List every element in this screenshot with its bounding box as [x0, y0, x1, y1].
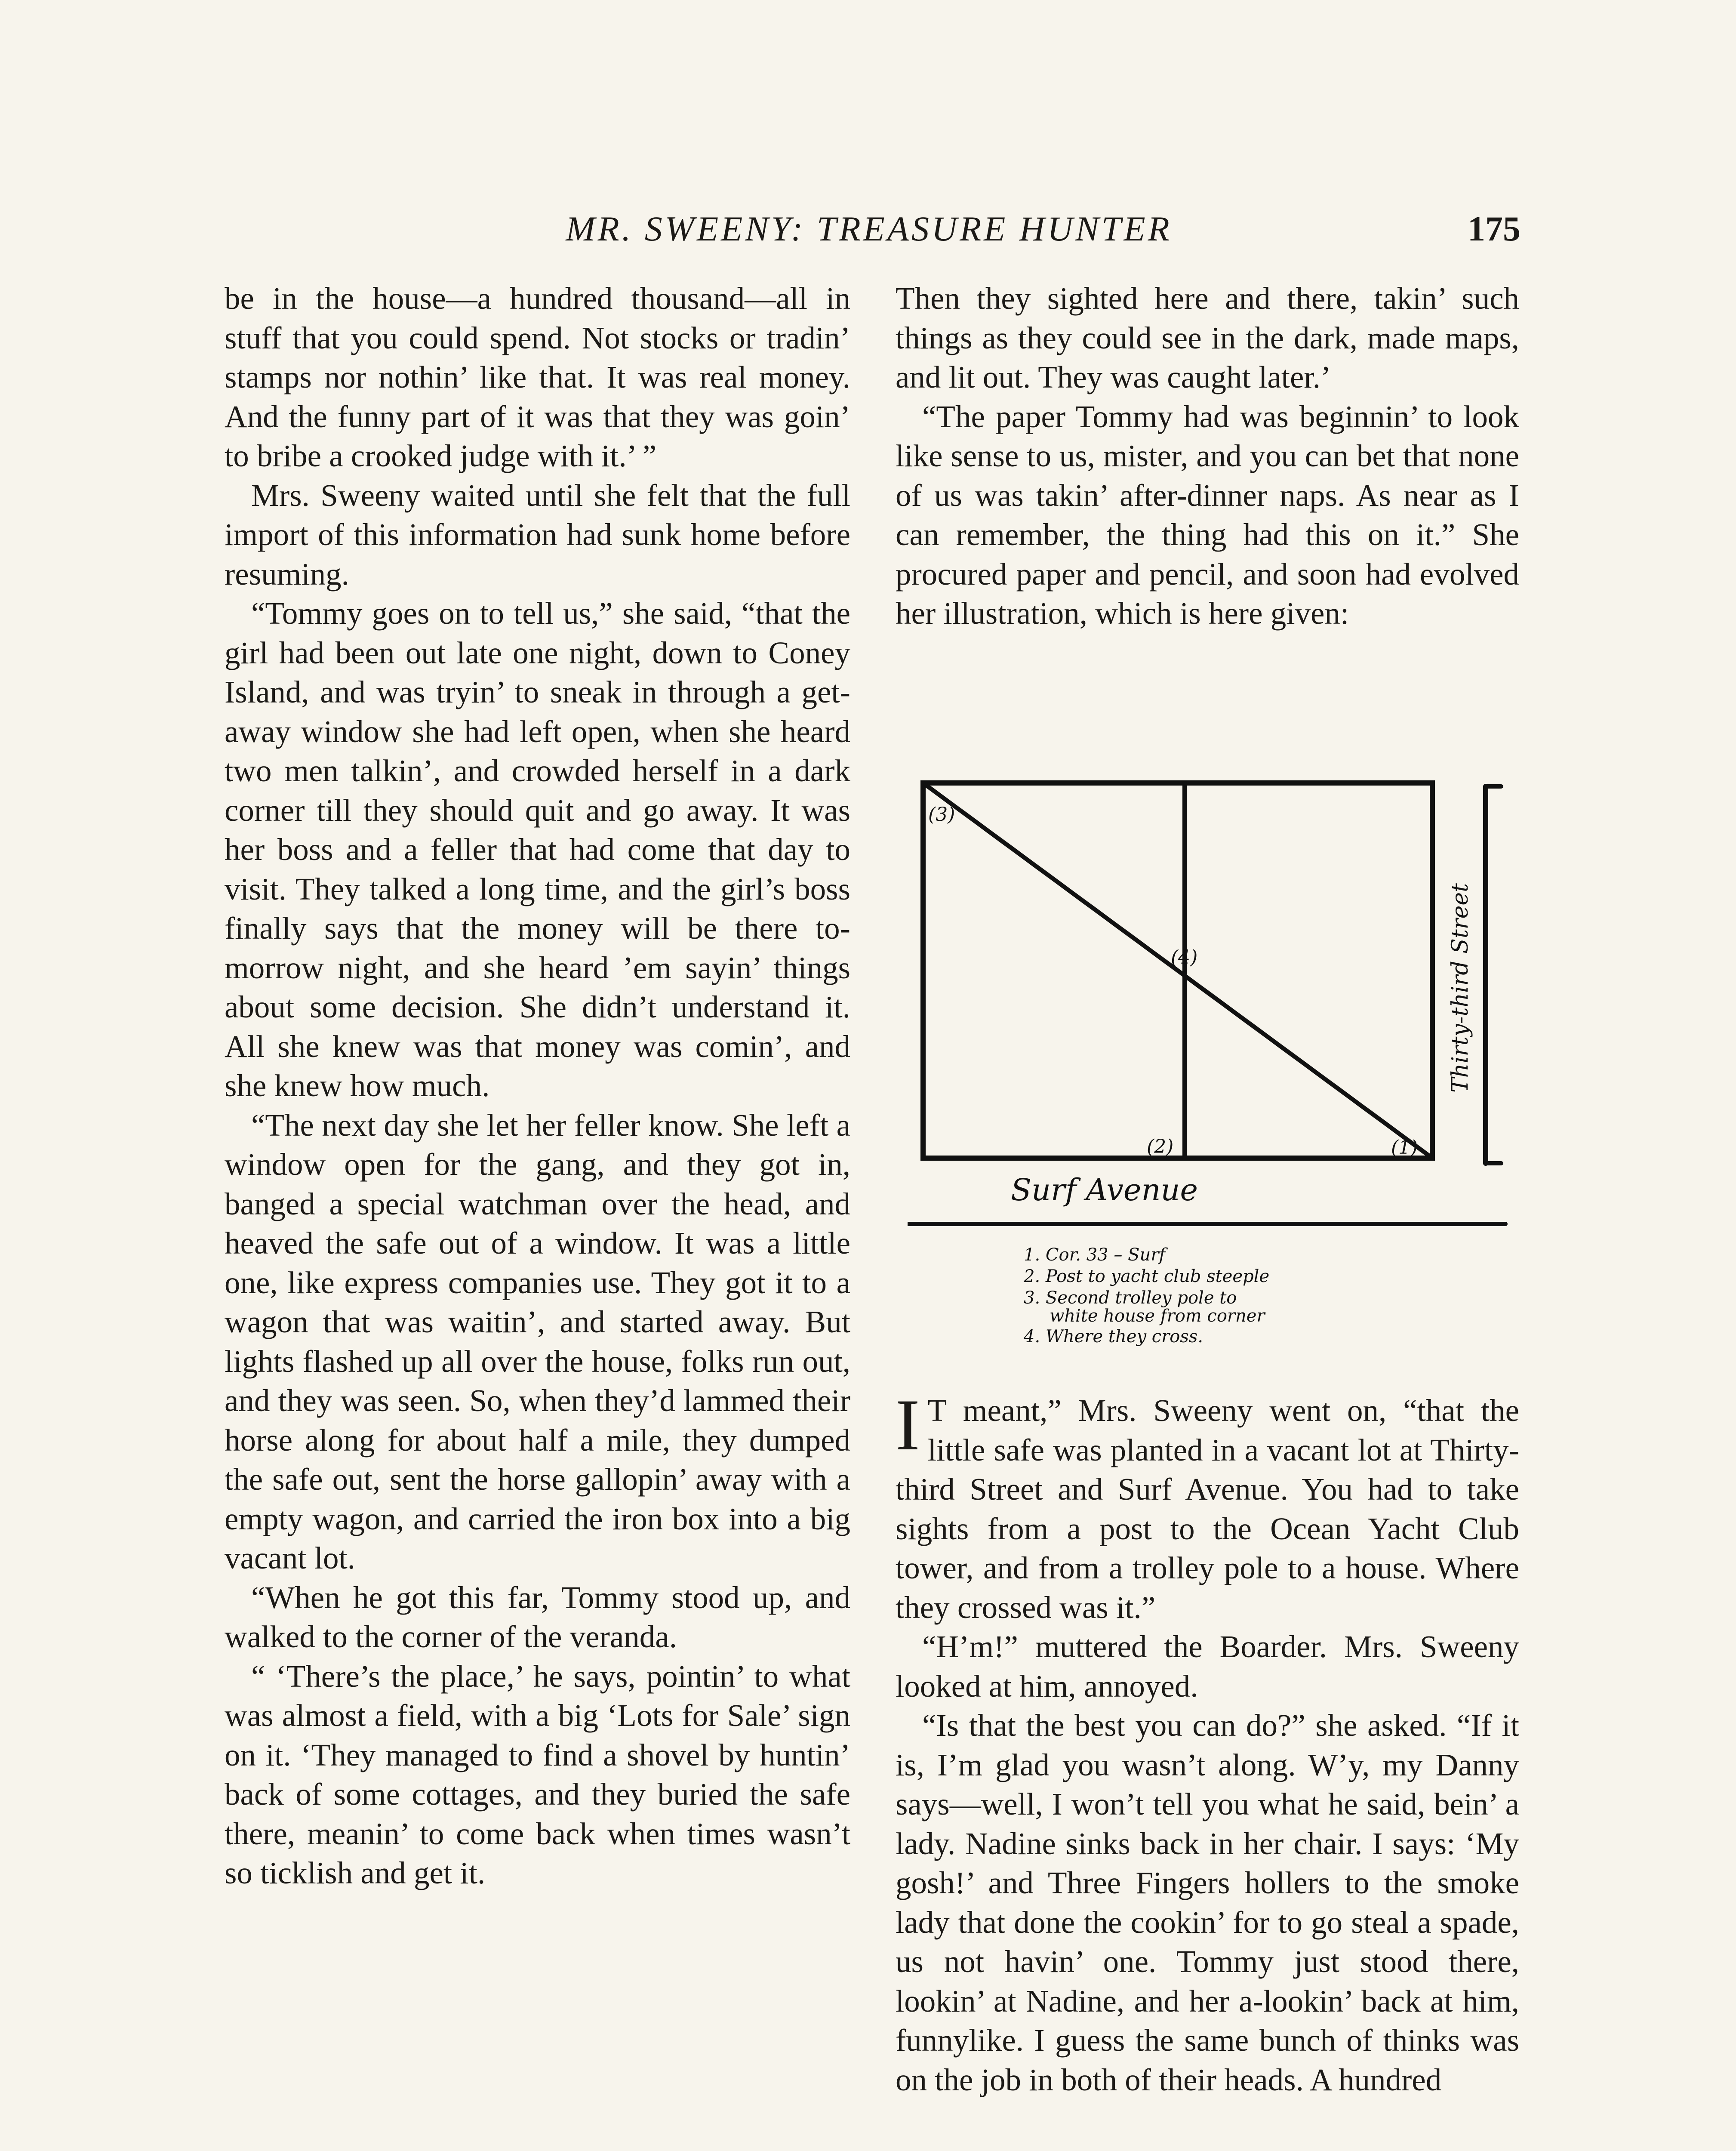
right-paragraph-3: [896, 1384, 1519, 1627]
right-column-lower: [896, 1384, 1519, 2099]
marker-1: (1): [1391, 1137, 1418, 1159]
left-paragraph-3: “Tommy goes on to tell us,” she said, “that the girl had been out late one night, down to Coney Island, and was tryin’ to sneak in through a get-away window she had left open, when she heard two men talkin’, and crowded herself in a dark corner till they should quit and go away. It was her boss and a feller that had come that day to visit. They talked a long time, and the girl’s boss finally says that the money will be there to-morrow night, and she heard ’em sayin’ things about some decision. She didn’t understand it. All she knew was that money was comin’, and she knew how much.: [225, 596, 850, 1103]
right-paragraph-4: “H’m!” muttered the Boarder. Mrs. Sweeny looked at him, annoyed.: [896, 1629, 1519, 1704]
marker-2: (2): [1147, 1136, 1174, 1158]
left-paragraph-5: “When he got this far, Tommy stood up, and walked to the corner of the veranda.: [225, 1580, 850, 1654]
treasure-map-diagram: [908, 774, 1518, 1385]
page-header: [198, 203, 1521, 255]
legend-item-1: 1. Cor. 33 – Surf: [1024, 1245, 1166, 1265]
right-paragraph-5: “Is that the best you can do?” she asked. “If it is, I’m glad you wasn’t along. W’y, my Danny says—well, I won’t tell you what he said, bein’ a lady. Nadine sinks back in her chair. I says: ‘My gosh!’ and Three Fingers hollers to the smoke lady that done the cookin’ for to go steal a spade, us not havin’ one. Tommy just stood there, lookin’ at Nadine, and her a-lookin’ back at him, funnylike. I guess the same bunch of thinks was on the job in both of their heads. A hundred: [896, 1708, 1519, 2097]
legend-item-2: 2. Post to yacht club steeple: [1024, 1267, 1270, 1286]
thirty-third-street-label: Thirty-third Street: [1447, 883, 1473, 1093]
left-column: [225, 279, 850, 1893]
surf-avenue-label: Surf Avenue: [1011, 1172, 1198, 1208]
right-paragraph-2: “The paper Tommy had was beginnin’ to look like sense to us, mister, and you can bet that none of us was takin’ after-dinner naps. As near as I can remember, the thing had this on it.” She procured paper and pencil, and soon had evolved her illustration, which is here given:: [896, 399, 1519, 631]
marker-4: (4): [1171, 946, 1198, 968]
running-title: MR. SWEENY: TREASURE HUNTER: [566, 209, 1172, 248]
left-paragraph-2: Mrs. Sweeny waited until she felt that the full import of this information had sunk home before resuming.: [225, 478, 850, 592]
diagram-legend: [1023, 1245, 1269, 1347]
legend-item-3: 3. Second trolley pole to: [1024, 1288, 1237, 1308]
right-paragraph-3-text: T meant,” Mrs. Sweeny went on, “that the little safe was planted in a vacant lot at Thirty-third Street and Surf Avenue. You had to take sights from a post to the Ocean Yacht Club tower, and from a trolley pole to a house. Where they crossed was it.”: [896, 1393, 1519, 1625]
drop-cap: I: [896, 1384, 920, 1465]
page-number: 175: [1468, 209, 1521, 248]
legend-item-5: 4. Where they cross.: [1024, 1327, 1204, 1347]
marker-3: (3): [928, 804, 955, 826]
right-paragraph-1: Then they sighted here and there, takin’ such things as they could see in the dark, made maps, and lit out. They was caught later.’: [896, 281, 1519, 394]
legend-item-4: white house from corner: [1050, 1306, 1265, 1326]
left-paragraph-4: “The next day she let her feller know. She left a window open for the gang, and they got in, banged a special watchman over the head, and heaved the safe out of a window. It was a little one, like express companies use. They got it to a wagon that was waitin’, and started away. But lights flashed up all over the house, folks run out, and they was seen. So, when they’d lammed their horse along for about half a mile, they dumped the safe out, sent the horse gallopin’ away with a empty wagon, and carried the iron box into a big vacant lot.: [225, 1107, 850, 1575]
sight-line-diagonal: [923, 783, 1432, 1158]
left-paragraph-1: be in the house—a hundred thousand—all in stuff that you could spend. Not stocks or tradin’ stamps nor nothin’ like that. It was real money. And the funny part of it was that they was goin’ to bribe a crooked judge with it.’ ”: [225, 281, 850, 473]
left-paragraph-6: “ ‘There’s the place,’ he says, pointin’ to what was almost a field, with a big ‘Lots for Sale’ sign on it. ‘They managed to find a shovel by huntin’ back of some cottages, and they buried the safe there, meanin’ to come back when times wasn’t so ticklish and get it.: [225, 1658, 850, 1890]
